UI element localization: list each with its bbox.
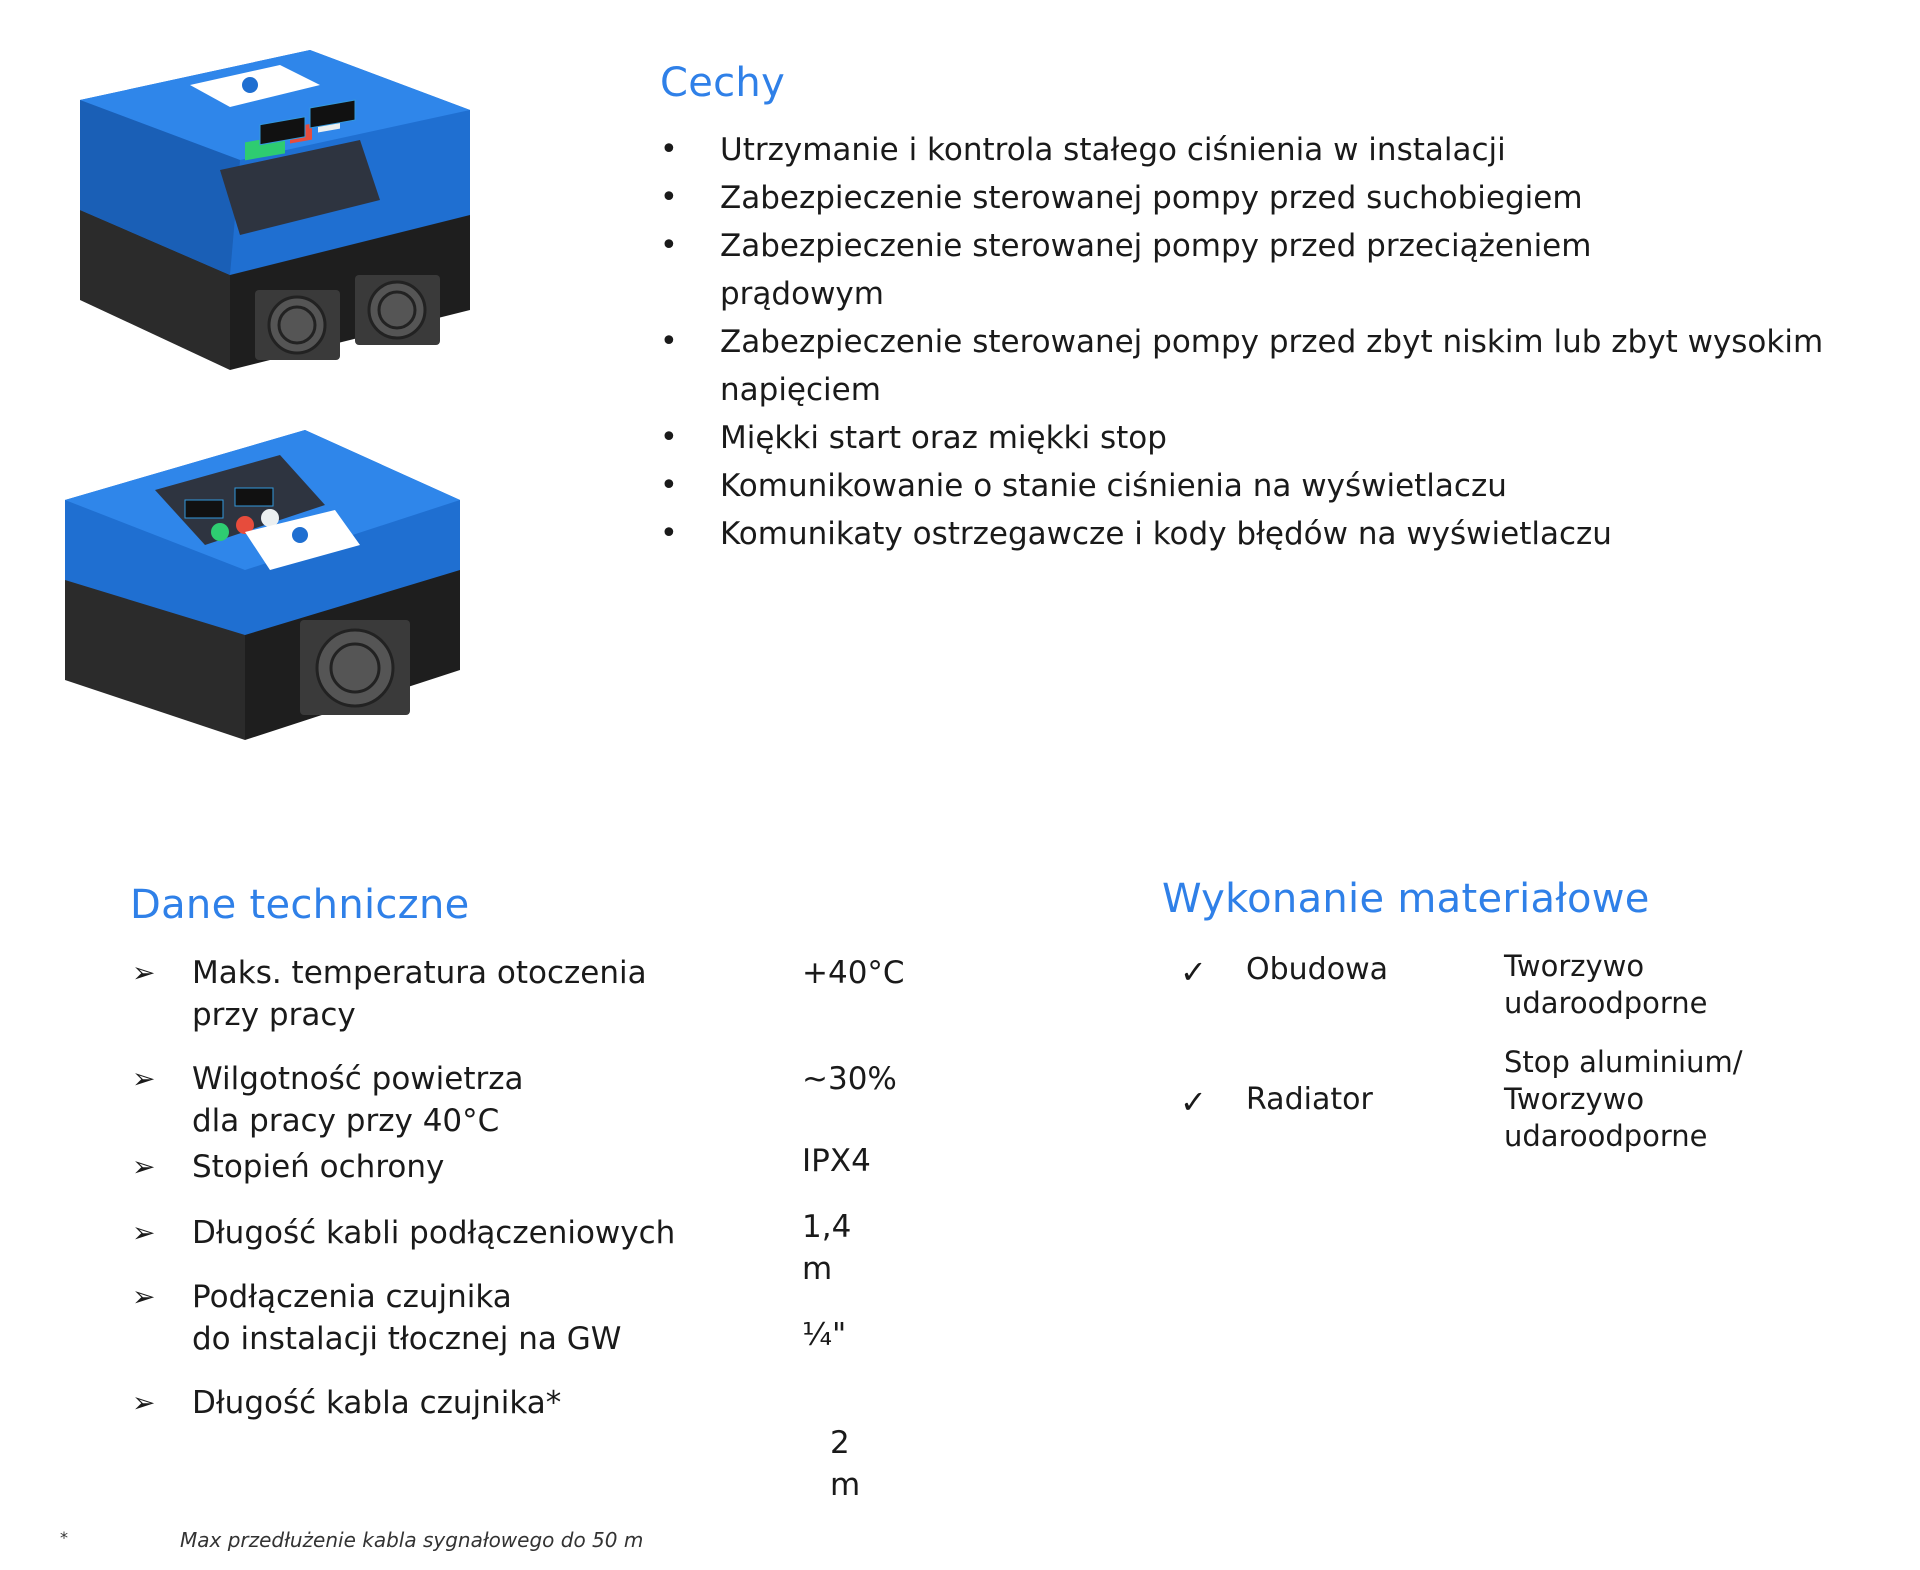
feature-item: • Zabezpieczenie sterowanej pompy przed suchobiegiem <box>650 174 1880 222</box>
material-title: Wykonanie materiałowe <box>1162 876 1650 922</box>
tech-label: dla pracy przy 40°C <box>192 1103 500 1139</box>
material-name: Radiator <box>1246 1082 1373 1117</box>
arrowhead-icon: ➢ <box>132 1150 156 1183</box>
tech-label: Podłączenia czujnika <box>192 1279 512 1315</box>
device-image-top <box>60 40 480 380</box>
arrowhead-icon: ➢ <box>132 1216 156 1249</box>
tech-label: Długość kabla czujnika* <box>192 1385 562 1421</box>
footnote <box>60 1528 644 1552</box>
tech-value: ¼" <box>802 1317 847 1353</box>
material-value-line: udaroodporne <box>1504 986 1708 1020</box>
tech-label: przy pracy <box>192 997 356 1033</box>
material-name: Obudowa <box>1246 952 1388 987</box>
arrowhead-icon: ➢ <box>132 1062 156 1095</box>
tech-value: +40°C <box>802 955 905 991</box>
tech-value: IPX4 <box>802 1143 871 1179</box>
tech-title: Dane techniczne <box>130 882 470 928</box>
features-list <box>650 126 1880 558</box>
tech-label: do instalacji tłocznej na GW <box>192 1321 622 1357</box>
device-image-bottom <box>55 420 475 750</box>
feature-item: • Utrzymanie i kontrola stałego ciśnienia w instalacji <box>650 126 1880 174</box>
check-icon: ✓ <box>1180 953 1207 991</box>
tech-label: Długość kabli podłączeniowych <box>192 1215 676 1251</box>
footnote-marker: * <box>60 1528 68 1547</box>
material-value-line: Stop aluminium/ <box>1504 1045 1743 1079</box>
tech-label: Maks. temperatura otoczenia <box>192 955 647 991</box>
tech-value: 1,4 m <box>802 1209 852 1287</box>
tech-value: 2 m <box>830 1425 861 1503</box>
feature-item: • Miękki start oraz miękki stop <box>650 414 1880 462</box>
material-value-line: Tworzywo <box>1504 949 1645 983</box>
arrowhead-icon: ➢ <box>132 1386 156 1419</box>
material-value-line: udaroodporne <box>1504 1119 1708 1153</box>
feature-item: • Komunikowanie o stanie ciśnienia na wyświetlaczu <box>650 462 1880 510</box>
check-icon: ✓ <box>1180 1083 1207 1121</box>
tech-label: Wilgotność powietrza <box>192 1061 524 1097</box>
material-value <box>1504 1044 1794 1155</box>
arrowhead-icon: ➢ <box>132 1280 156 1313</box>
feature-item: • Zabezpieczenie sterowanej pompy przed przeciążeniem prądowym <box>650 222 1720 318</box>
features-title: Cechy <box>660 60 786 106</box>
feature-item: • Zabezpieczenie sterowanej pompy przed zbyt niskim lub zbyt wysokim napięciem <box>650 318 1850 414</box>
material-value-line: Tworzywo <box>1504 1082 1645 1116</box>
tech-label: Stopień ochrony <box>192 1149 445 1185</box>
arrowhead-icon: ➢ <box>132 956 156 989</box>
material-value <box>1504 948 1794 1022</box>
footnote-text: Max przedłużenie kabla sygnałowego do 50 m <box>180 1528 644 1552</box>
tech-value: ~30% <box>802 1061 897 1097</box>
feature-item: • Komunikaty ostrzegawcze i kody błędów na wyświetlaczu <box>650 510 1880 558</box>
